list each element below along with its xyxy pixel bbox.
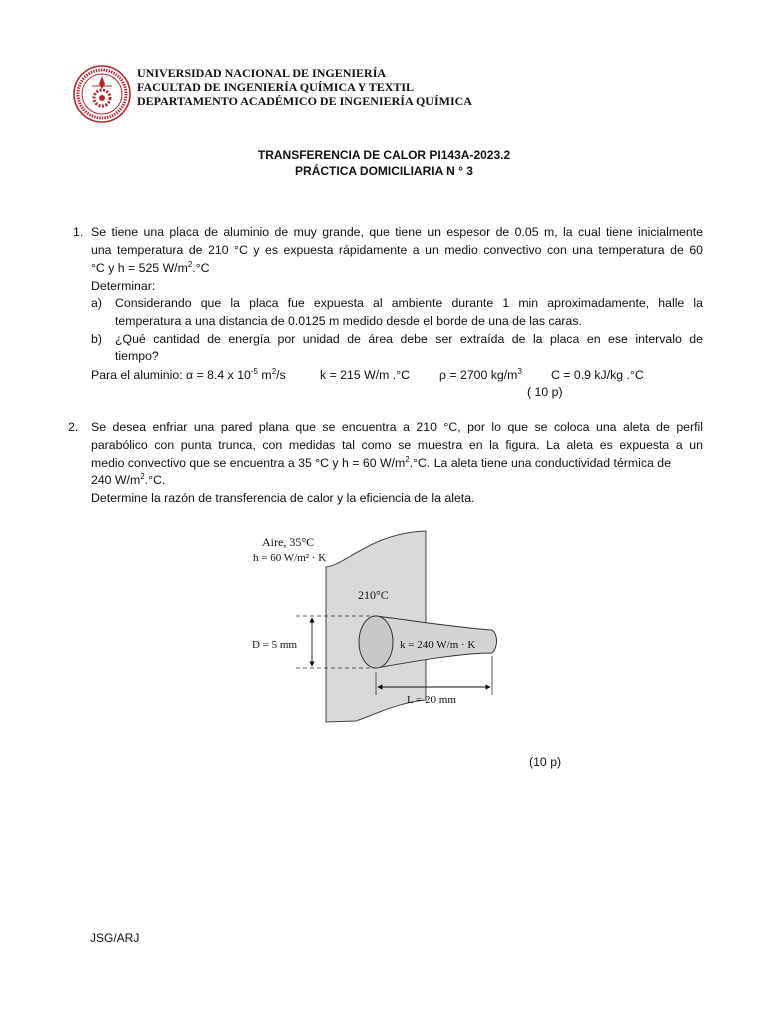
- part-b-line-1: ¿Qué cantidad de energía por unidad de área debe ser extraída de la placa en ese intervalo de: [115, 332, 703, 346]
- department-name: DEPARTAMENTO ACADÉMICO DE INGENIERÍA QUÍMICA: [137, 94, 472, 108]
- length-label: L = 20 mm: [407, 694, 456, 706]
- problem-1-line-2: una temperatura de 210 °C y es expuesta rápidamente a un medio convectivo con una temperatura de 60: [91, 243, 703, 257]
- air-label: Aire, 35°C: [262, 535, 315, 549]
- part-b-line-2: tiempo?: [115, 349, 159, 363]
- problem-1-line-4: Determinar:: [91, 279, 156, 293]
- problem-2-line-2: parabólico con punta trunca, con medidas tal como se muestra en la figura. La aleta es expuesta a un: [91, 438, 703, 452]
- faculty-name: FACULTAD DE INGENIERÍA QUÍMICA Y TEXTIL: [137, 80, 415, 94]
- alpha-property: Para el aluminio: α = 8.4 x $10^{-5}$ $m^2/s$: [91, 366, 286, 382]
- part-a-line-2: temperatura a una distancia de 0.0125 m medido desde el borde de una de las caras.: [115, 314, 582, 328]
- diameter-label: D = 5 mm: [252, 639, 298, 651]
- problem-2-line-3: medio convectivo que se encuentra a 35 °C y h = 60 $W/m^2.^\circ C$. La aleta tiene una conductividad térmica de: [91, 454, 671, 470]
- rho-property: ρ = 2700 $kg/m^3$: [439, 366, 522, 382]
- problem-1-line-3: °C y h = 525 $W/m^2.^\circ C$: [91, 259, 210, 275]
- problem-1-line-1: Se tiene una placa de aluminio de muy grande, que tiene un espesor de 0.05 m, la cual tiene inicialmente: [91, 225, 703, 239]
- practice-title: PRÁCTICA DOMICILIARIA N ° 3: [295, 164, 473, 178]
- problem-2-number: 2.: [68, 420, 79, 434]
- problem-1-number: 1.: [73, 225, 84, 239]
- k-property: k = 215 W/m .°C: [320, 368, 410, 382]
- conductivity-label: k = 240 W/m · K: [400, 639, 476, 651]
- problem-2-line-1: Se desea enfriar una pared plana que se encuentra a 210 °C, por lo que se coloca una aleta de perfil: [91, 420, 703, 434]
- fin-base: [359, 616, 393, 668]
- problem-1-points: ( 10 p): [527, 385, 563, 399]
- h-label: h = 60 W/m² · K: [253, 552, 327, 564]
- fin-figure: [246, 525, 536, 730]
- wall-temp-label: 210°C: [358, 588, 389, 602]
- problem-2-points: (10 p): [529, 755, 562, 769]
- part-a-line-1: Considerando que la placa fue expuesta al ambiente durante 1 min aproximadamente, halle la: [115, 296, 703, 310]
- part-b-label: b): [91, 332, 102, 346]
- part-a-label: a): [91, 296, 102, 310]
- university-name: UNIVERSIDAD NACIONAL DE INGENIERÍA: [137, 66, 387, 80]
- c-property: C = 0.9 kJ/kg .°C: [551, 368, 644, 382]
- university-seal-logo: [72, 62, 132, 126]
- course-title: TRANSFERENCIA DE CALOR PI143A-2023.2: [257, 148, 511, 162]
- footer-initials: JSG/ARJ: [90, 931, 140, 945]
- problem-2-line-5: Determine la razón de transferencia de calor y la eficiencia de la aleta.: [91, 491, 475, 505]
- problem-2-line-4: 240 $W/m^2.^\circ C$.: [91, 471, 166, 487]
